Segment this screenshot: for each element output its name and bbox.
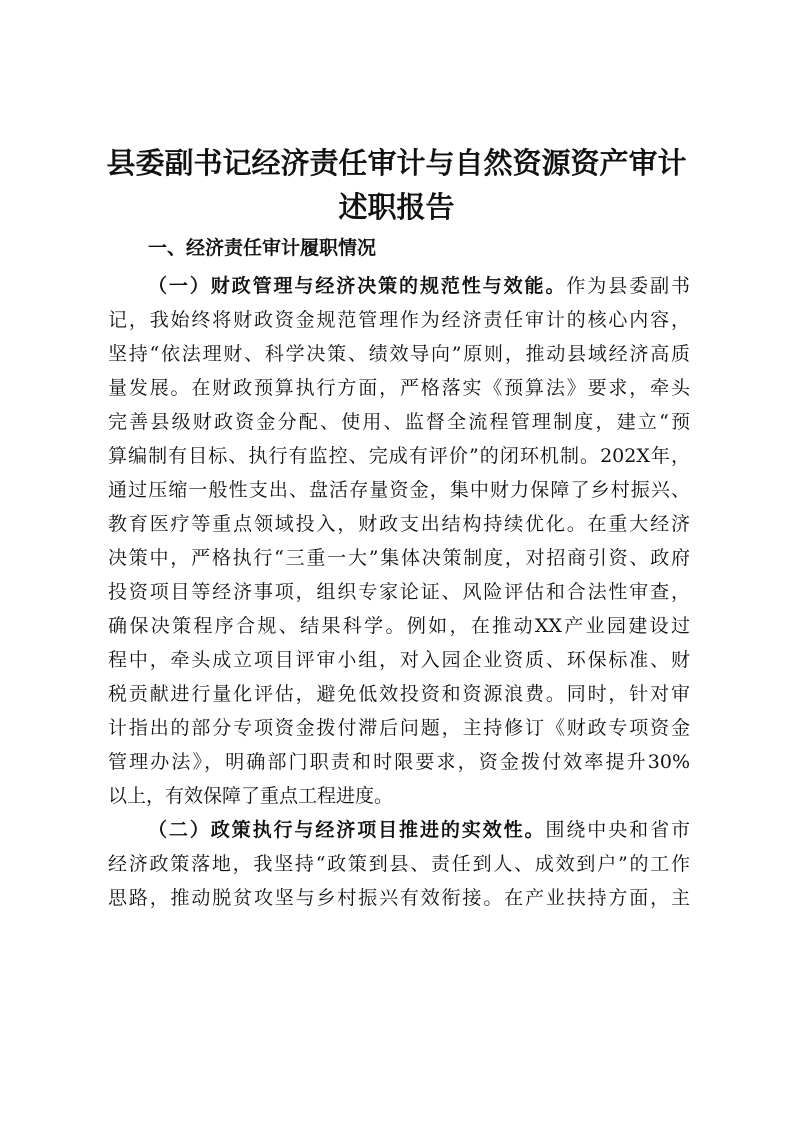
section-heading: 一、经济责任审计履职情况 [148, 237, 377, 259]
paragraph-1-line-1 [148, 271, 690, 301]
paragraph-1-line-16: 以上，有效保障了重点工程进度。 [108, 785, 394, 807]
paragraph-1-line-text: 作为县委副书 [566, 275, 690, 297]
paragraph-1-line-7: 通过压缩一般性支出、盘活存量资金，集中财力保障了乡村振兴、 [108, 479, 690, 501]
paragraph-1-line-11: 确保决策程序合规、结果科学。例如，在推动XX产业园建设过 [108, 615, 690, 637]
paragraph-1-line-5: 完善县级财政资金分配、使用、监督全流程管理制度，建立“预 [108, 411, 690, 433]
paragraph-2-line-text: 围绕中央和省市 [545, 819, 690, 841]
document-title-line-2: 述职报告 [338, 190, 455, 224]
paragraph-1-line-10: 投资项目等经济事项，组织专家论证、风险评估和合法性审查， [108, 581, 690, 603]
paragraph-1-subhead: （一）财政管理与经济决策的规范性与效能。 [148, 275, 567, 297]
paragraph-1-line-3: 坚持“依法理财、科学决策、绩效导向”原则，推动县域经济高质 [108, 343, 690, 365]
paragraph-2-subhead: （二）政策执行与经济项目推进的实效性。 [148, 819, 546, 841]
paragraph-1-line-9: 决策中，严格执行“三重一大”集体决策制度，对招商引资、政府 [108, 547, 690, 569]
paragraph-1-line-2: 记，我始终将财政资金规范管理作为经济责任审计的核心内容， [108, 309, 690, 331]
paragraph-1-line-4: 量发展。在财政预算执行方面，严格落实《预算法》要求，牵头 [108, 377, 690, 399]
paragraph-1-line-14: 计指出的部分专项资金拨付滞后问题，主持修订《财政专项资金 [108, 717, 690, 739]
paragraph-2-line-1 [148, 815, 690, 845]
paragraph-1-line-8: 教育医疗等重点领域投入，财政支出结构持续优化。在重大经济 [108, 513, 690, 535]
document-title-line-1: 县委副书记经济责任审计与自然资源资产审计 [106, 146, 687, 180]
paragraph-1-line-6: 算编制有目标、执行有监控、完成有评价”的闭环机制。202X年， [108, 445, 690, 467]
paragraph-1-line-13: 税贡献进行量化评估，避免低效投资和资源浪费。同时，针对审 [108, 683, 690, 705]
paragraph-1-line-12: 程中，牵头成立项目评审小组，对入园企业资质、环保标准、财 [108, 649, 690, 671]
paragraph-2-line-2: 经济政策落地，我坚持“政策到县、责任到人、成效到户”的工作 [108, 853, 690, 875]
paragraph-1-line-15: 管理办法》，明确部门职责和时限要求，资金拨付效率提升30% [108, 751, 690, 773]
paragraph-2-line-3: 思路，推动脱贫攻坚与乡村振兴有效衔接。在产业扶持方面，主 [108, 887, 690, 909]
